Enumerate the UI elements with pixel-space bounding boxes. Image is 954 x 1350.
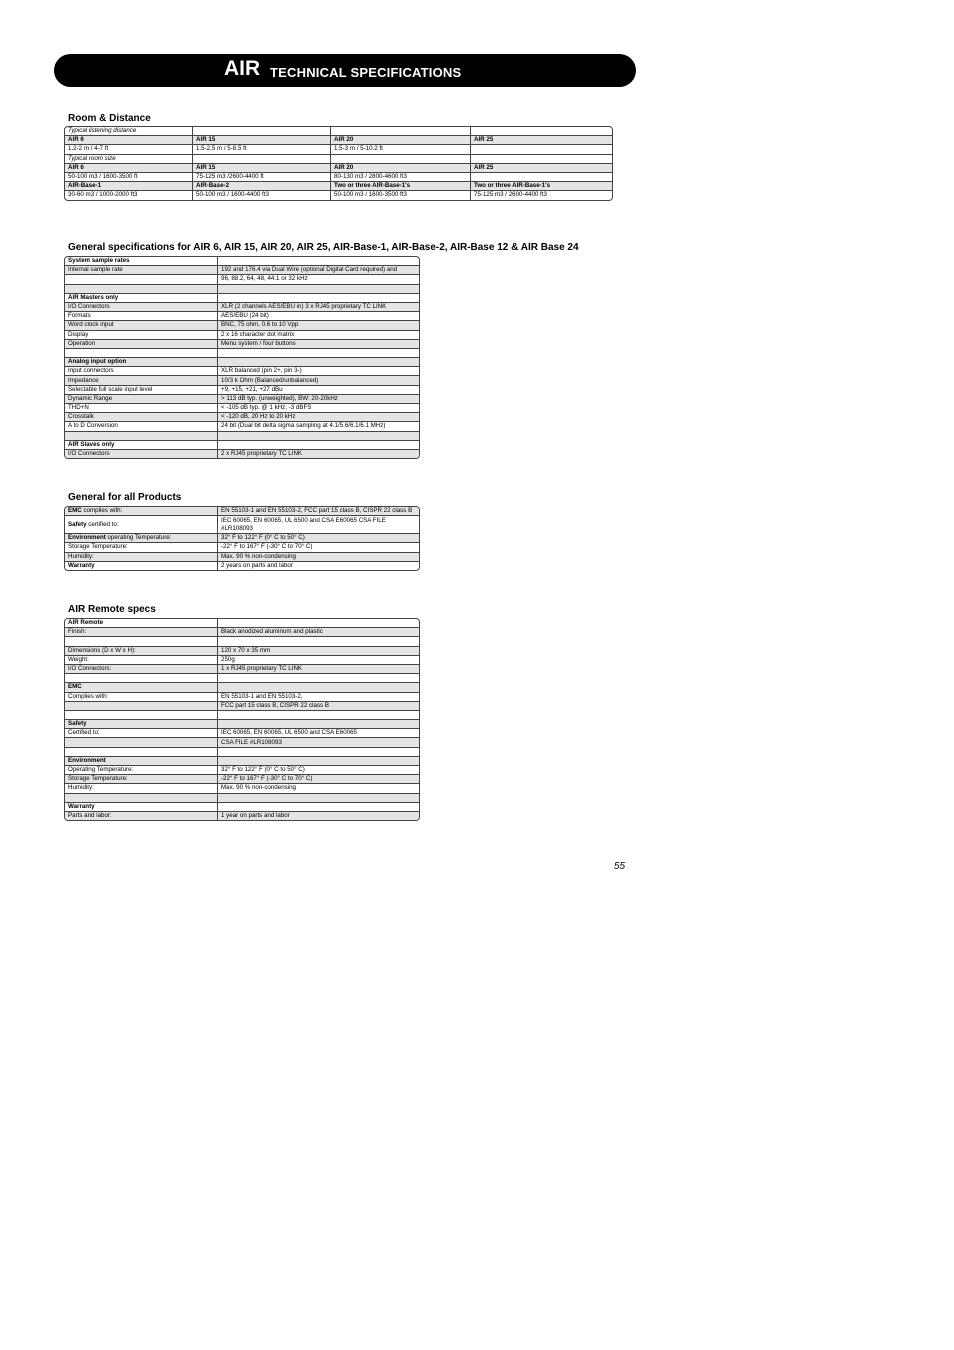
- table-cell: 50-100 m3 / 1600-3500 ft: [65, 172, 193, 181]
- table-cell: Warranty: [65, 802, 218, 811]
- table-cell: Max. 90 % non-condensing: [218, 783, 419, 792]
- table-cell: AIR-Base-2: [193, 181, 331, 190]
- table-cell: Typical listening distance: [65, 127, 193, 135]
- table-cell: [193, 127, 331, 135]
- table-row: [65, 320, 419, 329]
- table-cell: AIR Masters only: [65, 293, 218, 302]
- table-cell: I/O Connectors:: [65, 664, 218, 673]
- remote-specs-table-box: [64, 618, 420, 821]
- table-cell: 96, 88.2, 64, 48, 44.1 or 32 kHz: [218, 274, 419, 283]
- table-row: [65, 692, 419, 701]
- row-label-bold: EMC: [68, 507, 82, 515]
- table-cell: [218, 710, 419, 719]
- table-row: [65, 181, 612, 190]
- table-row: [65, 190, 612, 199]
- table-cell: I/O Connectors: [65, 449, 218, 458]
- table-row: [65, 811, 419, 820]
- table-cell: [65, 431, 218, 440]
- table-cell: 50-100 m3 / 1600-3500 ft3: [331, 190, 471, 199]
- table-cell: EMC: [65, 682, 218, 691]
- table-cell: 1 x RJ45 proprietary TC LINK: [218, 664, 419, 673]
- table-cell: [218, 284, 419, 293]
- table-cell: A to D Conversion: [65, 421, 218, 430]
- table-row: [65, 507, 419, 515]
- table-cell: 2 x RJ45 proprietary TC LINK: [218, 449, 419, 458]
- table-cell: AIR Remote: [65, 619, 218, 627]
- table-cell: Environment: [65, 756, 218, 765]
- remote-specs-table: [65, 619, 419, 820]
- table-row: [65, 728, 419, 737]
- table-row: [65, 154, 612, 163]
- table-cell: IEC 60065, EN 60065, UL 6500 and CSA E60065 CSA FILE #LR108093: [218, 515, 419, 533]
- table-row: [65, 135, 612, 144]
- row-label-bold: Safety: [68, 520, 87, 528]
- table-cell: [218, 802, 419, 811]
- table-row: [65, 515, 419, 533]
- general-specs-table: [65, 257, 419, 458]
- table-cell: 32° F to 122° F (0° C to 50° C): [218, 765, 419, 774]
- table-cell: [65, 747, 218, 756]
- table-cell: [218, 619, 419, 627]
- table-row: [65, 756, 419, 765]
- table-row: [65, 701, 419, 710]
- table-row: [65, 533, 419, 542]
- table-cell: [218, 793, 419, 802]
- table-cell: [65, 561, 218, 570]
- table-cell: [65, 284, 218, 293]
- table-cell: [471, 144, 612, 153]
- table-cell: [218, 636, 419, 645]
- table-cell: 1.5-2.5 m / 5-8.5 ft: [193, 144, 331, 153]
- table-row: [65, 257, 419, 265]
- table-cell: Storage Temperature:: [65, 774, 218, 783]
- table-cell: [65, 737, 218, 746]
- table-row: [65, 172, 612, 181]
- table-cell: Operation: [65, 339, 218, 348]
- table-cell: 1.2-2 m / 4-7 ft: [65, 144, 193, 153]
- table-cell: [65, 515, 218, 533]
- table-cell: 120 x 70 x 35 mm: [218, 646, 419, 655]
- table-cell: CSA FILE #LR108093: [218, 737, 419, 746]
- table-cell: 10/3 k Ohm (Balanced/unbalanced): [218, 375, 419, 384]
- table-cell: AES/EBU (24 bit): [218, 311, 419, 320]
- table-row: [65, 284, 419, 293]
- table-row: [65, 719, 419, 728]
- table-row: [65, 403, 419, 412]
- row-label: complies with:: [81, 507, 123, 515]
- table-row: [65, 552, 419, 561]
- table-row: [65, 348, 419, 357]
- room-distance-heading: Room & Distance: [68, 113, 151, 124]
- table-row: [65, 646, 419, 655]
- table-cell: AIR 6: [65, 135, 193, 144]
- table-row: [65, 144, 612, 153]
- table-row: [65, 636, 419, 645]
- table-cell: < -105 dB typ. @ 1 kHz, -3 dBFS: [218, 403, 419, 412]
- table-cell: [218, 719, 419, 728]
- table-cell: 1.5-3 m / 5-10.2 ft: [331, 144, 471, 153]
- table-cell: 75-125 m3 / 2600-4400 ft3: [471, 190, 612, 199]
- table-row: [65, 375, 419, 384]
- table-row: [65, 385, 419, 394]
- table-row: [65, 774, 419, 783]
- room-distance-table: [65, 127, 612, 200]
- table-cell: 1 year on parts and labor: [218, 811, 419, 820]
- table-cell: Max. 90 % non-condensing: [218, 552, 419, 561]
- table-cell: 30-60 m3 / 1000-2000 ft3: [65, 190, 193, 199]
- table-cell: Two or three AIR-Base-1's: [471, 181, 612, 190]
- table-cell: AIR 25: [471, 163, 612, 172]
- table-row: [65, 682, 419, 691]
- table-row: [65, 802, 419, 811]
- table-row: [65, 330, 419, 339]
- table-cell: [218, 431, 419, 440]
- table-row: [65, 440, 419, 449]
- table-row: [65, 627, 419, 636]
- table-cell: 192 and 176.4 via Dual Wire (optional Digital Card required) and: [218, 265, 419, 274]
- table-row: [65, 561, 419, 570]
- table-cell: Input connectors: [65, 366, 218, 375]
- table-cell: AIR Slaves only: [65, 440, 218, 449]
- table-cell: 250g: [218, 655, 419, 664]
- table-cell: [471, 172, 612, 181]
- table-row: [65, 357, 419, 366]
- table-cell: [218, 357, 419, 366]
- table-cell: Dimensions (D x W x H):: [65, 646, 218, 655]
- table-cell: 75-125 m3 /2600-4400 ft: [193, 172, 331, 181]
- table-cell: Display: [65, 330, 218, 339]
- table-row: [65, 339, 419, 348]
- table-row: [65, 293, 419, 302]
- table-cell: Typical room size: [65, 154, 193, 163]
- table-row: [65, 737, 419, 746]
- all-products-heading: General for all Products: [68, 492, 182, 503]
- row-label: operating Temperature:: [105, 534, 172, 542]
- table-cell: Humidity:: [65, 783, 218, 792]
- table-cell: 80-130 m3 / 2800-4600 ft3: [331, 172, 471, 181]
- table-cell: [218, 682, 419, 691]
- table-cell: [193, 154, 331, 163]
- table-cell: [65, 274, 218, 283]
- table-cell: XLR balanced (pin 2+, pin 3-): [218, 366, 419, 375]
- table-row: [65, 163, 612, 172]
- table-row: [65, 655, 419, 664]
- table-cell: [65, 701, 218, 710]
- row-label: Humidity:: [68, 552, 94, 560]
- room-distance-table-box: [64, 126, 613, 201]
- general-specs-table-box: [64, 256, 420, 459]
- table-cell: Selectable full scale input level: [65, 385, 218, 394]
- general-specs-heading: General specifications for AIR 6, AIR 15, AIR 20, AIR 25, AIR-Base-1, AIR-Base-2, AIR-Base 12 & AIR Base 24: [68, 242, 579, 253]
- table-row: [65, 783, 419, 792]
- table-cell: -22° F to 167° F (-30° C to 70° C): [218, 542, 419, 551]
- table-cell: EN 55103-1 and EN 55103-2, FCC part 15 class B, CISPR 22 class B: [218, 507, 419, 515]
- table-cell: Internal sample rate: [65, 265, 218, 274]
- row-label: Storage Temperature:: [68, 543, 128, 551]
- table-cell: [331, 127, 471, 135]
- table-cell: Safety: [65, 719, 218, 728]
- table-row: [65, 302, 419, 311]
- table-row: [65, 673, 419, 682]
- table-row: [65, 710, 419, 719]
- table-row: [65, 265, 419, 274]
- table-cell: THD+N: [65, 403, 218, 412]
- table-cell: [331, 154, 471, 163]
- table-cell: [65, 542, 218, 551]
- table-row: [65, 421, 419, 430]
- page-number: 55: [614, 861, 626, 872]
- row-label: certified to:: [86, 520, 119, 528]
- table-row: [65, 793, 419, 802]
- table-cell: [65, 636, 218, 645]
- table-cell: [471, 127, 612, 135]
- table-cell: [218, 348, 419, 357]
- table-row: [65, 664, 419, 673]
- table-cell: FCC part 15 class B, CISPR 22 class B: [218, 701, 419, 710]
- table-cell: AIR 15: [193, 135, 331, 144]
- table-cell: Parts and labor:: [65, 811, 218, 820]
- table-cell: Finish:: [65, 627, 218, 636]
- table-cell: Black anodized aluminum and plastic: [218, 627, 419, 636]
- table-cell: [65, 348, 218, 357]
- table-row: [65, 449, 419, 458]
- table-cell: Word clock input: [65, 320, 218, 329]
- table-cell: Formats: [65, 311, 218, 320]
- table-cell: < -120 dB, 20 Hz to 20 kHz: [218, 412, 419, 421]
- table-row: [65, 127, 612, 135]
- title-sub: TECHNICAL SPECIFICATIONS: [270, 65, 462, 80]
- table-row: [65, 311, 419, 320]
- table-cell: > 113 dB typ. (unweighted), BW: 20-20kHz: [218, 394, 419, 403]
- table-cell: [65, 673, 218, 682]
- table-cell: [218, 747, 419, 756]
- table-cell: Weight:: [65, 655, 218, 664]
- table-cell: [65, 552, 218, 561]
- table-cell: Dynamic Range: [65, 394, 218, 403]
- table-cell: Two or three AIR-Base-1's: [331, 181, 471, 190]
- table-cell: +9, +15, +21, +27 dBu: [218, 385, 419, 394]
- table-cell: I/O Connectors: [65, 302, 218, 311]
- table-cell: 32° F to 122° F (0° C to 50° C): [218, 533, 419, 542]
- table-row: [65, 542, 419, 551]
- table-cell: AIR 25: [471, 135, 612, 144]
- table-cell: IEC 60065, EN 60065, UL 6500 and CSA E60065: [218, 728, 419, 737]
- table-cell: AIR 20: [331, 163, 471, 172]
- table-cell: [471, 154, 612, 163]
- all-products-table: [65, 507, 419, 570]
- table-cell: XLR (2 channels AES/EBU in) 3 x RJ45 proprietary TC LINK: [218, 302, 419, 311]
- title-banner: [54, 54, 636, 87]
- table-row: [65, 747, 419, 756]
- table-cell: Menu system / four buttons: [218, 339, 419, 348]
- table-cell: System sample rates: [65, 257, 218, 265]
- table-cell: [218, 293, 419, 302]
- remote-specs-heading: AIR Remote specs: [68, 604, 156, 615]
- table-cell: 24 bit (Dual bit delta sigma sampling at 4.1/5.6/6.1/6.1 MHz): [218, 421, 419, 430]
- table-cell: [65, 507, 218, 515]
- table-cell: [218, 673, 419, 682]
- table-cell: AIR 15: [193, 163, 331, 172]
- table-cell: EN 55103-1 and EN 55103-2,: [218, 692, 419, 701]
- table-cell: 2 years on parts and labor: [218, 561, 419, 570]
- table-cell: AIR 6: [65, 163, 193, 172]
- table-cell: [65, 710, 218, 719]
- table-row: [65, 765, 419, 774]
- title-main: AIR: [224, 57, 261, 80]
- table-row: [65, 431, 419, 440]
- table-row: [65, 394, 419, 403]
- table-cell: [65, 793, 218, 802]
- table-cell: Crosstalk: [65, 412, 218, 421]
- table-cell: BNC, 75 ohm, 0.6 to 10 Vpp: [218, 320, 419, 329]
- table-row: [65, 274, 419, 283]
- row-label-bold: Environment: [68, 534, 106, 542]
- table-row: [65, 412, 419, 421]
- table-cell: [218, 756, 419, 765]
- table-cell: Operating Temperature:: [65, 765, 218, 774]
- table-row: [65, 366, 419, 375]
- table-cell: Complies with:: [65, 692, 218, 701]
- table-cell: Certified to:: [65, 728, 218, 737]
- table-cell: AIR 20: [331, 135, 471, 144]
- table-cell: AIR-Base-1: [65, 181, 193, 190]
- all-products-table-box: [64, 506, 420, 571]
- table-cell: 2 x 16 character dot matrix: [218, 330, 419, 339]
- table-cell: [218, 257, 419, 265]
- table-cell: [65, 533, 218, 542]
- table-cell: 50-100 m3 / 1600-4400 ft3: [193, 190, 331, 199]
- table-cell: -22° F to 167° F (-30° C to 70° C): [218, 774, 419, 783]
- table-cell: Analog input option: [65, 357, 218, 366]
- row-label-bold: Warranty: [68, 561, 95, 569]
- table-cell: [218, 440, 419, 449]
- table-row: [65, 619, 419, 627]
- table-cell: Impedance: [65, 375, 218, 384]
